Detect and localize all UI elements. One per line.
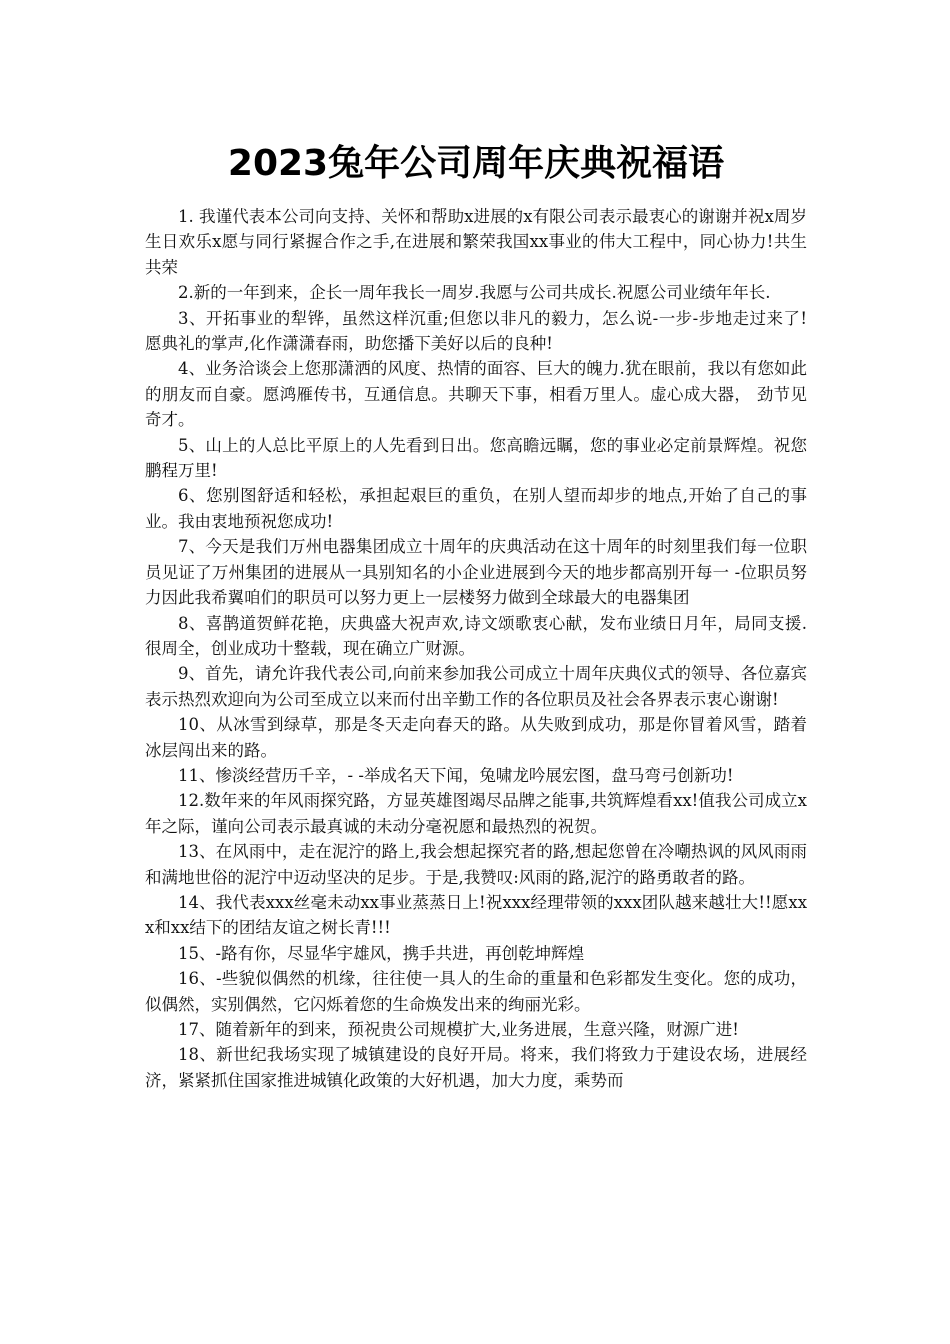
paragraph-17: 17、随着新年的到来，预祝贵公司规模扩大,业务进展，生意兴隆，财源广进!: [178, 1020, 739, 1039]
paragraph-1: 1. 我谨代表本公司向支持、关怀和帮助x进展的x有限公司表示最衷心的谢谢并祝x周岁生日欢乐x愿与同行紧握合作之手,在进展和繁荣我国xx事业的伟大工程中，同心协力!共生共荣: [145, 207, 807, 277]
document-title: 2023兔年公司周年庆典祝福语: [227, 143, 725, 184]
paragraph-14: 14、我代表xxx丝毫未动xx事业蒸蒸日上!祝xxx经理带领的xxx团队越来越壮大!!愿xxx和xx结下的团结友谊之树长青!!!: [145, 892, 807, 938]
paragraph-11: 11、惨淡经营历千辛，- -举成名天下闻，兔啸龙吟展宏图，盘马弯弓创新功!: [178, 765, 734, 785]
paragraph-16: 16、-些貌似偶然的机缘，往往使一具人的生命的重量和色彩都发生变化。您的成功，似偶然，实别偶然，它闪烁着您的生命焕发出来的绚丽光彩。: [145, 969, 807, 1014]
document-body: [145, 204, 807, 1093]
paragraph-12: 12.数年来的年风雨探究路，方显英雄图竭尽品牌之能事,共筑辉煌看xx!值我公司成立x年之际，谨向公司表示最真诚的未动分毫祝愿和最热烈的祝贺。: [145, 791, 807, 836]
paragraph-5: 5、山上的人总比平原上的人先看到日出。您高瞻远瞩，您的事业必定前景辉煌。祝您鹏程万里!: [145, 435, 807, 481]
paragraph-3: 3、开拓事业的犁铧，虽然这样沉重;但您以非凡的毅力，怎么说-一步-步地走过来了! 愿典礼的掌声,化作潇潇春雨，助您播下美好以后的良种!: [145, 308, 807, 354]
paragraph-6: 6、您别图舒适和轻松，承担起艰巨的重负，在别人望而却步的地点,开始了自己的事业。我由衷地预祝您成功!: [145, 486, 807, 531]
paragraph-8: 8、喜鹊道贺鲜花艳，庆典盛大祝声欢,诗文颂歌衷心献，发布业绩日月年，局同支援.很周全，创业成功十整载，现在确立广财源。: [145, 613, 807, 658]
paragraph-15: 15、-路有你，尽显华宇雄风，携手共进，再创乾坤辉煌: [178, 943, 585, 963]
paragraph-2: 2.新的一年到来，企长一周年我长一周岁.我愿与公司共成长.祝愿公司业绩年年长.: [178, 283, 771, 303]
paragraph-13: 13、在风雨中，走在泥泞的路上,我会想起探究者的路,想起您曾在冷嘲热讽的风风雨雨和满地世俗的泥泞中迈动坚决的足步。于是,我赞叹:风雨的路,泥泞的路勇敢者的路。: [145, 842, 807, 887]
paragraph-9: 9、首先，请允许我代表公司,向前来参加我公司成立十周年庆典仪式的领导、各位嘉宾表示热烈欢迎向为公司至成立以来而付出辛勤工作的各位职员及社会各界表示衷心谢谢!: [145, 664, 807, 709]
paragraph-10: 10、从冰雪到绿草，那是冬天走向春天的路。从失败到成功，那是你冒着风雪，踏着冰层闯出来的路。: [145, 715, 807, 760]
document-page: [145, 138, 807, 1093]
paragraph-18: 18、新世纪我场实现了城镇建设的良好开局。将来，我们将致力于建设农场，进展经济，紧紧抓住国家推进城镇化政策的大好机遇，加大力度，乘势而: [145, 1045, 807, 1090]
paragraph-4: 4、业务洽谈会上您那潇洒的风度、热情的面容、巨大的魄力.犹在眼前，我以有您如此的朋友而自豪。愿鸿雁传书，互通信息。共聊天下事，相看万里人。虚心成大器， 劲节见奇才。: [145, 359, 807, 430]
paragraph-7: 7、今天是我们万州电器集团成立十周年的庆典活动在这十周年的时刻里我们每一位职员见证了万州集团的进展从一具别知名的小企业进展到今天的地步都高别开每一 -位职员努力因此我希翼咱们的职员可以努力更上一层楼努力做到全球最大的电器集团: [145, 537, 807, 608]
